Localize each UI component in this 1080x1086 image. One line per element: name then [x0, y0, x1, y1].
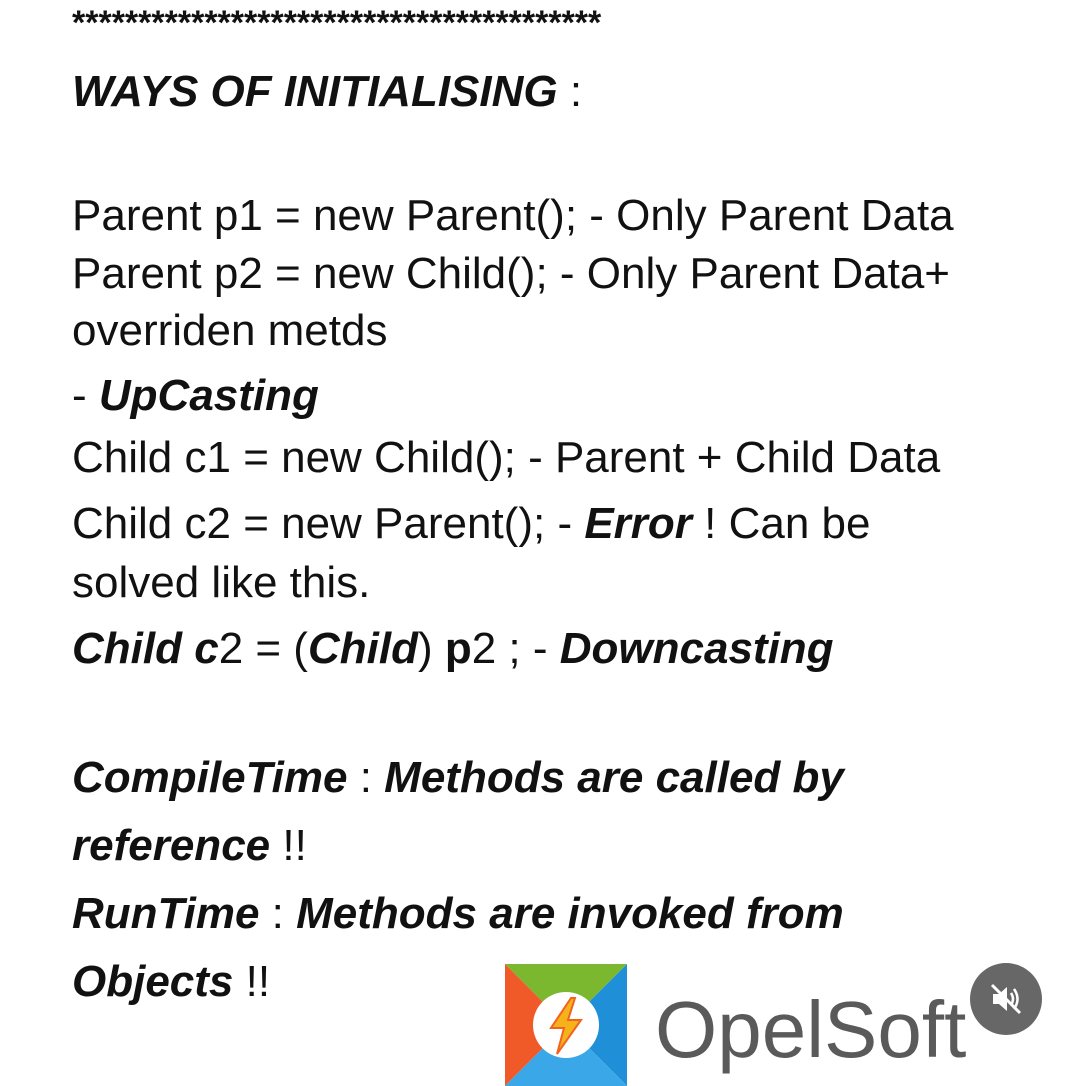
text-line-8	[72, 624, 834, 673]
compile-excl: !!	[270, 821, 307, 870]
compile-line-cont	[72, 821, 307, 870]
upcasting-prefix: -	[72, 371, 99, 420]
compile-cont: reference	[72, 821, 271, 870]
line8-mid1: 2 = (	[218, 624, 308, 673]
runtime-excl: !!	[233, 957, 271, 1006]
line8-p: p	[444, 624, 472, 673]
text-line-4	[72, 371, 319, 420]
page-title	[72, 67, 583, 116]
text-line-5: Child c1 = new Child(); - Parent + Child Data	[72, 433, 941, 482]
line6-suffix: ! Can be	[691, 499, 871, 548]
runtime-label: RunTime	[72, 889, 260, 938]
compile-colon: :	[347, 753, 385, 802]
text-line-2: Parent p2 = new Child(); - Only Parent Data+	[72, 249, 950, 298]
line8-mid2: )	[417, 624, 445, 673]
stars-divider: ****************************************	[72, 4, 602, 42]
line8-mid3: 2 ; -	[471, 624, 560, 673]
title-text: WAYS OF INITIALISING	[72, 67, 558, 116]
runtime-cont: Objects	[72, 957, 234, 1006]
line8-child-cast: Child	[307, 624, 418, 673]
upcasting-label: UpCasting	[98, 371, 319, 420]
brand-name: OpelSoft	[655, 985, 967, 1074]
text-line-6	[72, 499, 871, 548]
text-line-7: solved like this.	[72, 558, 371, 607]
runtime-text: Methods are invoked from	[296, 889, 844, 938]
line6-prefix: Child c2 = new Parent(); -	[72, 499, 585, 548]
mute-button[interactable]	[970, 963, 1042, 1035]
runtime-colon: :	[259, 889, 297, 938]
runtime-line-cont	[72, 957, 271, 1006]
text-line-3: overriden metds	[72, 306, 388, 355]
title-colon: :	[557, 67, 583, 116]
line8-child: Child c	[72, 624, 219, 673]
compile-line	[72, 753, 844, 802]
error-label: Error	[584, 499, 692, 548]
text-line-1: Parent p1 = new Parent(); - Only Parent Data	[72, 191, 954, 240]
downcasting-label: Downcasting	[559, 624, 834, 673]
compile-text: Methods are called by	[384, 753, 844, 802]
runtime-line	[72, 889, 844, 938]
opelsoft-logo-icon	[505, 964, 627, 1086]
compile-label: CompileTime	[72, 753, 348, 802]
speaker-muted-icon	[987, 980, 1025, 1018]
